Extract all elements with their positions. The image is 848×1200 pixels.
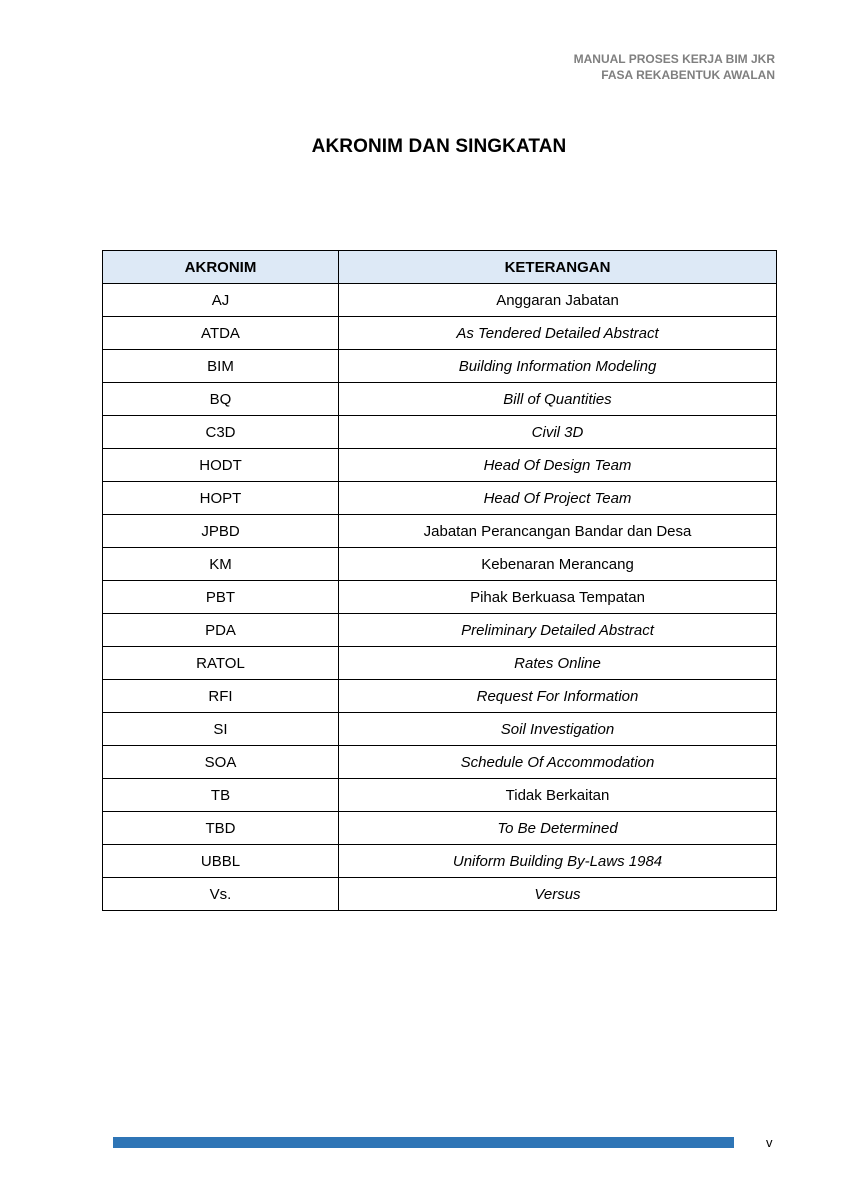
meaning-cell: Civil 3D bbox=[339, 416, 777, 449]
page-title: AKRONIM DAN SINGKATAN bbox=[311, 136, 567, 157]
acronym-cell: BQ bbox=[103, 383, 339, 416]
acronym-cell: HOPT bbox=[103, 482, 339, 515]
table-row bbox=[103, 317, 777, 350]
table-row bbox=[103, 779, 777, 812]
acronym-cell: HODT bbox=[103, 449, 339, 482]
table-header-row bbox=[103, 251, 777, 284]
meaning-cell: Versus bbox=[339, 878, 777, 911]
meaning-cell: To Be Determined bbox=[339, 812, 777, 845]
header-line-1: MANUAL PROSES KERJA BIM JKR bbox=[573, 52, 775, 66]
meaning-cell: Bill of Quantities bbox=[339, 383, 777, 416]
acronym-cell: RATOL bbox=[103, 647, 339, 680]
table-row bbox=[103, 746, 777, 779]
acronym-cell: SOA bbox=[103, 746, 339, 779]
table-row bbox=[103, 680, 777, 713]
acronym-cell: ATDA bbox=[103, 317, 339, 350]
table-row bbox=[103, 878, 777, 911]
table-row bbox=[103, 383, 777, 416]
table-row bbox=[103, 581, 777, 614]
acronym-cell: PDA bbox=[103, 614, 339, 647]
meaning-cell: Rates Online bbox=[339, 647, 777, 680]
meaning-cell: Jabatan Perancangan Bandar dan Desa bbox=[339, 515, 777, 548]
document-header bbox=[574, 51, 775, 83]
table-row bbox=[103, 845, 777, 878]
table-row bbox=[103, 284, 777, 317]
acronym-cell: TBD bbox=[103, 812, 339, 845]
acronym-cell: JPBD bbox=[103, 515, 339, 548]
acronym-cell: KM bbox=[103, 548, 339, 581]
table-row bbox=[103, 515, 777, 548]
meaning-cell: Building Information Modeling bbox=[339, 350, 777, 383]
acronym-cell: Vs. bbox=[103, 878, 339, 911]
meaning-cell: Kebenaran Merancang bbox=[339, 548, 777, 581]
meaning-cell: Soil Investigation bbox=[339, 713, 777, 746]
acronym-cell: BIM bbox=[103, 350, 339, 383]
acronym-cell: SI bbox=[103, 713, 339, 746]
meaning-cell: Head Of Design Team bbox=[339, 449, 777, 482]
acronym-cell: C3D bbox=[103, 416, 339, 449]
table-row bbox=[103, 713, 777, 746]
meaning-cell: Pihak Berkuasa Tempatan bbox=[339, 581, 777, 614]
column-header-acronym: AKRONIM bbox=[103, 251, 339, 284]
meaning-cell: Schedule Of Accommodation bbox=[339, 746, 777, 779]
table-row bbox=[103, 614, 777, 647]
page-number: v bbox=[766, 1135, 773, 1150]
table-row bbox=[103, 647, 777, 680]
meaning-cell: Head Of Project Team bbox=[339, 482, 777, 515]
acronym-cell: PBT bbox=[103, 581, 339, 614]
table-row bbox=[103, 548, 777, 581]
acronym-cell: RFI bbox=[103, 680, 339, 713]
table-row bbox=[103, 812, 777, 845]
table-row bbox=[103, 449, 777, 482]
acronym-table bbox=[102, 250, 777, 911]
acronym-cell: UBBL bbox=[103, 845, 339, 878]
acronym-cell: AJ bbox=[103, 284, 339, 317]
footer-bar bbox=[113, 1137, 734, 1148]
meaning-cell: Uniform Building By-Laws 1984 bbox=[339, 845, 777, 878]
meaning-cell: Preliminary Detailed Abstract bbox=[339, 614, 777, 647]
acronym-table-body bbox=[103, 284, 777, 911]
header-line-2: FASA REKABENTUK AWALAN bbox=[601, 68, 775, 82]
table-row bbox=[103, 416, 777, 449]
table-row bbox=[103, 350, 777, 383]
meaning-cell: Anggaran Jabatan bbox=[339, 284, 777, 317]
column-header-meaning: KETERANGAN bbox=[339, 251, 777, 284]
meaning-cell: Tidak Berkaitan bbox=[339, 779, 777, 812]
meaning-cell: Request For Information bbox=[339, 680, 777, 713]
meaning-cell: As Tendered Detailed Abstract bbox=[339, 317, 777, 350]
table-row bbox=[103, 482, 777, 515]
acronym-cell: TB bbox=[103, 779, 339, 812]
